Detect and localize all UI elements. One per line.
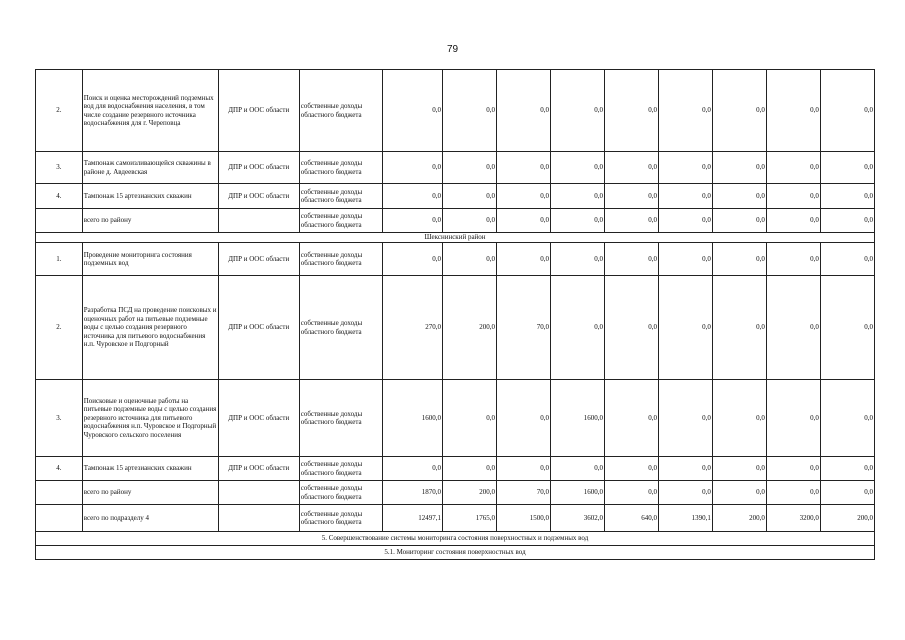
table-row	[36, 209, 875, 233]
funding-value: 0,0	[550, 152, 604, 184]
funding-value: 270,0	[382, 276, 442, 380]
funding-value: 0,0	[496, 457, 550, 481]
row-number: 3.	[36, 380, 83, 457]
funding-value: 0,0	[712, 70, 766, 152]
funding-value: 0,0	[820, 184, 874, 209]
funding-value: 0,0	[712, 380, 766, 457]
activity-name: Поиск и оценка месторождений подземных вод для водоснабжения населения, в том числе создание резервного источника водоснабжения для г. Череповца	[82, 70, 218, 152]
funding-value: 0,0	[382, 243, 442, 276]
executor: ДПР и ООС области	[218, 243, 299, 276]
funding-value: 1600,0	[382, 380, 442, 457]
funding-value: 0,0	[550, 209, 604, 233]
activity-name: всего по району	[82, 209, 218, 233]
page-number: 79	[446, 44, 459, 55]
funding-value: 0,0	[443, 152, 497, 184]
funding-value: 3602,0	[550, 505, 604, 532]
funding-value: 0,0	[820, 481, 874, 505]
activity-name: всего по подразделу 4	[82, 505, 218, 532]
funding-value: 0,0	[443, 243, 497, 276]
executor	[218, 505, 299, 532]
funding-value: 0,0	[658, 276, 712, 380]
funding-value: 0,0	[658, 152, 712, 184]
funding-value: 0,0	[766, 209, 820, 233]
table-row	[36, 505, 875, 532]
funding-value: 0,0	[658, 70, 712, 152]
funding-value: 200,0	[443, 481, 497, 505]
funding-value: 0,0	[443, 380, 497, 457]
funding-value: 12497,1	[382, 505, 442, 532]
funding-value: 0,0	[604, 243, 658, 276]
funding-value: 0,0	[604, 380, 658, 457]
funding-value: 0,0	[712, 209, 766, 233]
funding-source: собственные доходы областного бюджета	[299, 505, 382, 532]
funding-value: 0,0	[604, 70, 658, 152]
funding-value: 0,0	[604, 276, 658, 380]
executor: ДПР и ООС области	[218, 276, 299, 380]
executor: ДПР и ООС области	[218, 152, 299, 184]
table-row	[36, 532, 875, 546]
funding-value: 0,0	[604, 209, 658, 233]
funding-value: 0,0	[658, 481, 712, 505]
funding-source: собственные доходы областного бюджета	[299, 152, 382, 184]
funding-value: 70,0	[496, 276, 550, 380]
funding-source: собственные доходы областного бюджета	[299, 380, 382, 457]
funding-value: 0,0	[550, 276, 604, 380]
funding-value: 0,0	[712, 152, 766, 184]
funding-value: 0,0	[382, 209, 442, 233]
executor	[218, 481, 299, 505]
row-number: 4.	[36, 184, 83, 209]
funding-value: 0,0	[550, 184, 604, 209]
funding-value: 0,0	[382, 152, 442, 184]
table-row	[36, 481, 875, 505]
funding-value: 0,0	[604, 184, 658, 209]
funding-value: 200,0	[443, 276, 497, 380]
executor: ДПР и ООС области	[218, 184, 299, 209]
funding-value: 0,0	[496, 209, 550, 233]
funding-value: 0,0	[443, 70, 497, 152]
row-number: 3.	[36, 152, 83, 184]
funding-value: 0,0	[766, 457, 820, 481]
funding-value: 0,0	[496, 243, 550, 276]
funding-value: 0,0	[496, 184, 550, 209]
funding-value: 1390,1	[658, 505, 712, 532]
funding-value: 0,0	[443, 209, 497, 233]
row-number	[36, 209, 83, 233]
row-number	[36, 481, 83, 505]
funding-value: 0,0	[550, 243, 604, 276]
section-title: 5. Совершенствование системы мониторинга состояния поверхностных и подземных вод	[36, 532, 875, 546]
budget-table	[35, 69, 875, 560]
funding-value: 0,0	[550, 457, 604, 481]
funding-source: собственные доходы областного бюджета	[299, 184, 382, 209]
funding-value: 0,0	[766, 70, 820, 152]
table-row	[36, 233, 875, 243]
funding-source: собственные доходы областного бюджета	[299, 276, 382, 380]
table-row	[36, 380, 875, 457]
funding-value: 0,0	[712, 481, 766, 505]
funding-value: 0,0	[496, 380, 550, 457]
funding-value: 0,0	[820, 457, 874, 481]
funding-value: 1600,0	[550, 380, 604, 457]
funding-source: собственные доходы областного бюджета	[299, 209, 382, 233]
funding-value: 200,0	[820, 505, 874, 532]
row-number: 2.	[36, 70, 83, 152]
executor: ДПР и ООС области	[218, 380, 299, 457]
funding-source: собственные доходы областного бюджета	[299, 481, 382, 505]
funding-value: 0,0	[443, 457, 497, 481]
executor	[218, 209, 299, 233]
funding-value: 0,0	[382, 184, 442, 209]
row-number	[36, 505, 83, 532]
funding-value: 0,0	[820, 276, 874, 380]
row-number: 1.	[36, 243, 83, 276]
funding-source: собственные доходы областного бюджета	[299, 243, 382, 276]
table-row	[36, 70, 875, 152]
activity-name: всего по району	[82, 481, 218, 505]
funding-value: 0,0	[496, 152, 550, 184]
funding-value: 0,0	[382, 70, 442, 152]
funding-value: 1600,0	[550, 481, 604, 505]
funding-value: 70,0	[496, 481, 550, 505]
activity-name: Тампонаж самоизливающейся скважины в районе д. Авдеевская	[82, 152, 218, 184]
executor: ДПР и ООС области	[218, 70, 299, 152]
funding-value: 1765,0	[443, 505, 497, 532]
funding-value: 200,0	[712, 505, 766, 532]
funding-value: 0,0	[443, 184, 497, 209]
activity-name: Тампонаж 15 артезианских скважин	[82, 457, 218, 481]
activity-name: Тампонаж 15 артезианских скважин	[82, 184, 218, 209]
funding-value: 0,0	[658, 184, 712, 209]
funding-value: 0,0	[820, 380, 874, 457]
activity-name: Поисковые и оценочные работы на питьевые подземные воды с целью создания резервного источника для питьевого водоснабжения н.п. Чуровское и Подгорный Чуровского сельского поселения	[82, 380, 218, 457]
funding-source: собственные доходы областного бюджета	[299, 457, 382, 481]
funding-value: 0,0	[766, 380, 820, 457]
funding-value: 0,0	[712, 276, 766, 380]
funding-value: 0,0	[766, 276, 820, 380]
funding-value: 0,0	[820, 209, 874, 233]
activity-name: Проведение мониторинга состояния подземных вод	[82, 243, 218, 276]
table-row	[36, 457, 875, 481]
funding-value: 0,0	[766, 243, 820, 276]
funding-value: 0,0	[382, 457, 442, 481]
funding-value: 0,0	[658, 380, 712, 457]
funding-value: 0,0	[766, 152, 820, 184]
funding-value: 0,0	[496, 70, 550, 152]
funding-value: 0,0	[658, 457, 712, 481]
funding-value: 0,0	[712, 184, 766, 209]
table-row	[36, 546, 875, 560]
funding-value: 0,0	[820, 243, 874, 276]
funding-value: 1500,0	[496, 505, 550, 532]
funding-value: 0,0	[766, 481, 820, 505]
funding-value: 0,0	[604, 152, 658, 184]
table-row	[36, 243, 875, 276]
funding-value: 0,0	[658, 243, 712, 276]
subsection-title: 5.1. Мониторинг состояния поверхностных вод	[36, 546, 875, 560]
funding-value: 0,0	[820, 70, 874, 152]
funding-value: 0,0	[604, 481, 658, 505]
funding-value: 0,0	[550, 70, 604, 152]
table-row	[36, 184, 875, 209]
funding-value: 0,0	[604, 457, 658, 481]
table-row	[36, 152, 875, 184]
funding-value: 0,0	[712, 243, 766, 276]
funding-value: 0,0	[820, 152, 874, 184]
funding-value: 3200,0	[766, 505, 820, 532]
district-title: Шекснинский район	[36, 233, 875, 243]
row-number: 4.	[36, 457, 83, 481]
table-row	[36, 276, 875, 380]
funding-value: 640,0	[604, 505, 658, 532]
executor: ДПР и ООС области	[218, 457, 299, 481]
funding-value: 0,0	[766, 184, 820, 209]
table-body	[36, 70, 875, 560]
funding-source: собственные доходы областного бюджета	[299, 70, 382, 152]
funding-value: 0,0	[712, 457, 766, 481]
funding-value: 0,0	[658, 209, 712, 233]
funding-value: 1870,0	[382, 481, 442, 505]
activity-name: Разработка ПСД на проведение поисковых и оценочных работ на питьевые подземные воды с целью создания резервного источника для питьевого водоснабжения н.п. Чуровское и Подгорный	[82, 276, 218, 380]
row-number: 2.	[36, 276, 83, 380]
